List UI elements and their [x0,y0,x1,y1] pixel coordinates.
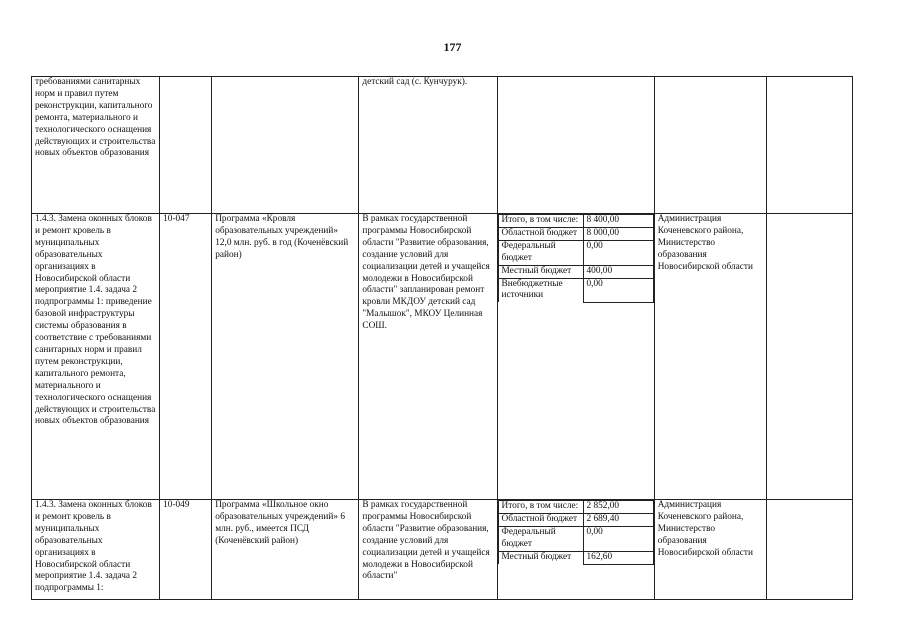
finance-label: Областной бюджет [498,227,583,240]
finance-amount: 0,00 [583,240,653,265]
finance-amount: 162,60 [583,551,653,564]
finance-label: Итого, в том числе: [498,215,583,228]
finance-cell [497,500,654,600]
finance-row [498,526,653,551]
finance-breakdown [498,500,654,565]
finance-label: Местный бюджет [498,551,583,564]
finance-cell [497,77,654,214]
finance-row [498,501,653,514]
event-cell: 1.4.3. Замена оконных блоков и ремонт кровель в муниципальных образовательных организациях в Новосибирской области мероприятие 1.4. задача 2 подпрограммы 1: [32,500,160,600]
note-cell: В рамках государственной программы Новосибирской области "Развитие образования, создание условий для социализации детей и учащейся молодежи в Новосибирской области" запланирован ремонт кровли МКДОУ детский сад "Малышок", МКОУ Целинная СОШ. [359,214,497,500]
code-cell [160,77,212,214]
executor-cell: Администрация Коченевского района, Министерство образования Новосибирской области [654,500,766,600]
table-row [32,214,853,500]
table-row [32,500,853,600]
finance-breakdown [498,214,654,303]
finance-label: Федеральный бюджет [498,240,583,265]
finance-amount: 2 852,00 [583,501,653,514]
finance-label: Итого, в том числе: [498,501,583,514]
program-cell: Программа «Кровля образовательных учреждений» 12,0 млн. руб. в год (Коченёвский район) [212,214,359,500]
finance-label: Областной бюджет [498,513,583,526]
finance-row [498,227,653,240]
finance-amount: 400,00 [583,265,653,278]
note-cell: детский сад (с. Кунчурук). [359,77,497,214]
event-cell: 1.4.3. Замена оконных блоков и ремонт кровель в муниципальных образовательных организациях в Новосибирской области мероприятие 1.4. задача 2 подпрограммы 1: приведение базовой инфраструктуры системы образования в соответствие с требованиями санитарных норм и правил путем реконструкции, капитального ремонта, материального и технологического оснащения действующих и строительства новых объектов образования [32,214,160,500]
code-cell: 10-049 [160,500,212,600]
program-table [31,76,853,600]
table-row [32,77,853,214]
finance-amount: 0,00 [583,526,653,551]
finance-label: Внебюджетные источники [498,278,583,302]
finance-row [498,240,653,265]
finance-row [498,265,653,278]
finance-amount: 2 689,40 [583,513,653,526]
empty-cell [766,214,852,500]
code-cell: 10-047 [160,214,212,500]
event-cell: требованиями санитарных норм и правил путем реконструкции, капитального ремонта, материального и технологического оснащения действующих и строительства новых объектов образования [32,77,160,214]
program-cell: Программа «Школьное окно образовательных учреждений» 6 млн. руб., имеется ПСД (Коченёвский район) [212,500,359,600]
empty-cell [766,500,852,600]
program-cell [212,77,359,214]
empty-cell [766,77,852,214]
executor-cell: Администрация Коченевского района, Министерство образования Новосибирской области [654,214,766,500]
finance-row [498,551,653,564]
executor-cell [654,77,766,214]
finance-row [498,278,653,302]
finance-amount: 8 000,00 [583,227,653,240]
page-number: 177 [443,40,462,54]
finance-label: Местный бюджет [498,265,583,278]
note-cell: В рамках государственной программы Новосибирской области "Развитие образования, создание условий для социализации детей и учащейся молодежи в Новосибирской области" [359,500,497,600]
finance-amount: 0,00 [583,278,653,302]
finance-cell [497,214,654,500]
finance-amount: 8 400,00 [583,215,653,228]
finance-row [498,513,653,526]
finance-row [498,215,653,228]
finance-label: Федеральный бюджет [498,526,583,551]
